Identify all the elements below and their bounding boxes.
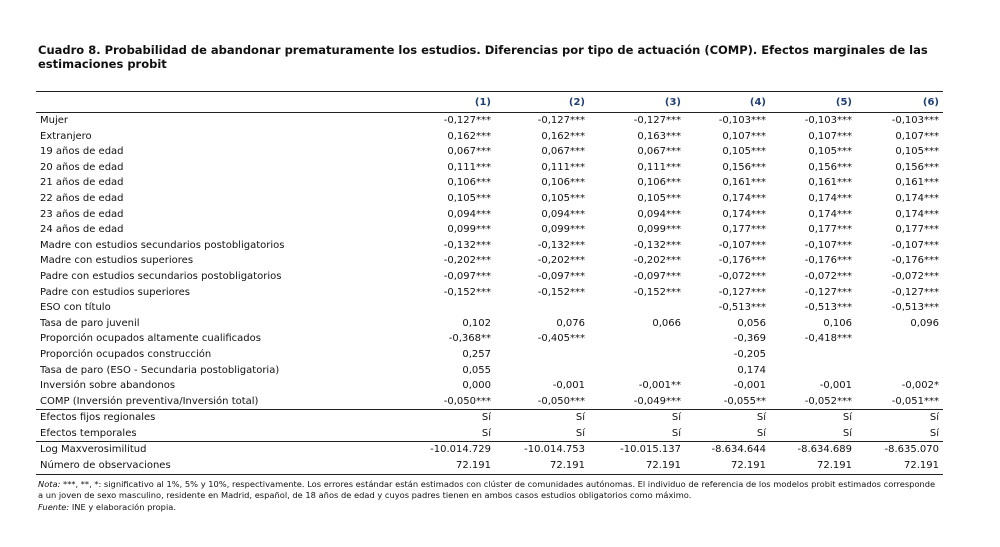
cell-col-6: -0,002*	[901, 380, 939, 392]
cell-col-6: -0,051***	[891, 395, 939, 407]
cell-col-2: 0,099***	[541, 224, 585, 236]
cell-col-3: 0,105***	[637, 192, 681, 204]
cell-col-2	[495, 363, 589, 379]
row-label: Efectos temporales	[40, 427, 137, 439]
cell-col-4: -0,055**	[723, 395, 766, 407]
cell-col-2: -0,202***	[537, 255, 585, 267]
cell-col-6: 0,105***	[895, 146, 939, 158]
row-label: Número de observaciones	[36, 458, 392, 474]
cell-col-6	[856, 331, 943, 347]
column-header-6: (6)	[856, 92, 943, 113]
cell-col-5: Sí	[842, 427, 852, 439]
cell-col-1: -0,097***	[443, 270, 491, 282]
header-row	[36, 92, 943, 113]
row-label: Log Maxverosimilitud	[36, 442, 392, 458]
cell-col-1: 0,102	[462, 317, 491, 329]
row-label: Mujer	[36, 113, 392, 129]
cell-col-2: -0,097***	[537, 270, 585, 282]
column-header-2: (2)	[495, 92, 589, 113]
cell-col-1: Sí	[392, 410, 495, 426]
cell-col-3: -0,127***	[589, 113, 685, 129]
cell-col-5: -0,107***	[804, 239, 852, 251]
table-row	[36, 253, 943, 269]
cell-col-3: 0,094***	[637, 208, 681, 220]
cell-col-4: 0,177***	[722, 224, 766, 236]
cell-col-3: 0,067***	[637, 146, 681, 158]
cell-col-3	[589, 331, 685, 347]
cell-col-2: -0,405***	[537, 333, 585, 345]
row-label: COMP (Inversión preventiva/Inversión total)	[40, 395, 259, 407]
table-row	[36, 113, 943, 129]
cell-col-5: 0,174***	[808, 192, 852, 204]
cell-col-4: -0,107***	[718, 239, 766, 251]
column-header-1: (1)	[392, 92, 495, 113]
table-row	[36, 378, 943, 394]
row-label: Efectos fijos regionales	[36, 410, 392, 426]
table-row	[36, 175, 943, 191]
cell-col-2: -0,050***	[537, 395, 585, 407]
cell-col-6: -0,103***	[856, 113, 943, 129]
cell-col-1: 0,000	[462, 380, 491, 392]
cell-col-1: 0,055	[462, 364, 491, 376]
cell-col-3: -0,049***	[633, 395, 681, 407]
cell-col-3	[589, 300, 685, 316]
cell-col-3: 0,106***	[637, 177, 681, 189]
row-label: 19 años de edad	[40, 146, 124, 158]
cell-col-2: -0,127***	[495, 113, 589, 129]
cell-col-3: -0,152***	[633, 286, 681, 298]
cell-col-4: -0,072***	[718, 270, 766, 282]
cell-col-1: 0,099***	[447, 224, 491, 236]
row-label: Padre con estudios secundarios postobligatorios	[40, 270, 282, 282]
cell-col-2: -0,001	[552, 380, 585, 392]
cell-col-4: -0,001	[733, 380, 766, 392]
cell-col-5: -0,513***	[804, 302, 852, 314]
cell-col-3: 72.191	[589, 458, 685, 474]
cell-col-1: -0,202***	[443, 255, 491, 267]
cell-col-2: Sí	[495, 410, 589, 426]
cell-col-4: -0,369	[733, 333, 766, 345]
cell-col-5: 0,105***	[808, 146, 852, 158]
cell-col-5: -0,418***	[804, 333, 852, 345]
table-row	[36, 300, 943, 316]
cell-col-1: -0,132***	[443, 239, 491, 251]
cell-col-4: Sí	[756, 427, 766, 439]
cell-col-6: -0,072***	[891, 270, 939, 282]
cell-col-6: 0,161***	[895, 177, 939, 189]
table-row	[36, 458, 943, 474]
cell-col-5: -0,052***	[804, 395, 852, 407]
cell-col-1: -0,127***	[392, 113, 495, 129]
cell-col-5: 0,174***	[808, 208, 852, 220]
column-header-4: (4)	[685, 92, 770, 113]
table-row	[36, 363, 943, 379]
cell-col-2: -10.014.753	[495, 442, 589, 458]
cell-col-5: 72.191	[770, 458, 856, 474]
source-text: INE y elaboración propia.	[69, 501, 176, 512]
table-row	[36, 285, 943, 301]
row-label: 22 años de edad	[40, 192, 124, 204]
table-row	[36, 207, 943, 223]
row-label: Inversión sobre abandonos	[40, 380, 176, 392]
note-label: Nota:	[38, 479, 61, 489]
cell-col-4: 72.191	[685, 458, 770, 474]
table-row	[36, 238, 943, 254]
cell-col-6: -8.635.070	[856, 442, 943, 458]
row-label: Padre con estudios superiores	[40, 286, 190, 298]
table-row	[36, 129, 943, 145]
row-label: 24 años de edad	[40, 224, 124, 236]
cell-col-3: -0,202***	[633, 255, 681, 267]
cell-col-2: 0,067***	[541, 146, 585, 158]
cell-col-5: -0,001	[819, 380, 852, 392]
cell-col-5: -8.634.689	[770, 442, 856, 458]
cell-col-3: -10.015.137	[589, 442, 685, 458]
cell-col-6: -0,176***	[891, 255, 939, 267]
row-label: Madre con estudios superiores	[40, 255, 194, 267]
cell-col-4: -0,205	[733, 348, 766, 360]
table-row	[36, 144, 943, 160]
cell-col-3: 0,099***	[637, 224, 681, 236]
cell-col-1: -0,152***	[443, 286, 491, 298]
cell-col-5: 0,107***	[808, 130, 852, 142]
cell-col-6	[856, 347, 943, 363]
cell-col-3: 0,111***	[637, 161, 681, 173]
cell-col-4: -0,127***	[718, 286, 766, 298]
column-header-5: (5)	[770, 92, 856, 113]
table-row	[36, 316, 943, 332]
cell-col-4: Sí	[685, 410, 770, 426]
cell-col-6: Sí	[929, 427, 939, 439]
table-row	[36, 410, 943, 426]
cell-col-4: 0,174***	[722, 192, 766, 204]
cell-col-5	[770, 363, 856, 379]
header-corner	[36, 92, 392, 113]
cell-col-5: -0,103***	[770, 113, 856, 129]
cell-col-4: 0,107***	[722, 130, 766, 142]
cell-col-5: 0,156***	[808, 161, 852, 173]
row-label: Tasa de paro (ESO - Secundaria postobligatoria)	[40, 364, 280, 376]
cell-col-6	[856, 363, 943, 379]
table-row	[36, 347, 943, 363]
row-label: Extranjero	[40, 130, 92, 142]
table-row	[36, 191, 943, 207]
cell-col-6: 0,174***	[895, 192, 939, 204]
cell-col-3	[589, 363, 685, 379]
cell-col-2: -0,152***	[537, 286, 585, 298]
results-table	[36, 91, 943, 475]
cell-col-3: -0,097***	[633, 270, 681, 282]
cell-col-5: 0,177***	[808, 224, 852, 236]
cell-col-3: Sí	[589, 410, 685, 426]
row-label: Proporción ocupados altamente cualificados	[40, 333, 261, 345]
cell-col-6: 0,156***	[895, 161, 939, 173]
cell-col-2: -0,132***	[537, 239, 585, 251]
cell-col-6: -0,127***	[891, 286, 939, 298]
cell-col-4: 0,161***	[722, 177, 766, 189]
cell-col-4: 0,056	[737, 317, 766, 329]
cell-col-4: -8.634.644	[685, 442, 770, 458]
cell-col-2: 0,111***	[541, 161, 585, 173]
cell-col-1: 72.191	[392, 458, 495, 474]
cell-col-6: 0,177***	[895, 224, 939, 236]
cell-col-4: 0,174	[737, 364, 766, 376]
cell-col-2: Sí	[575, 427, 585, 439]
cell-col-6: 72.191	[856, 458, 943, 474]
cell-col-1: 0,111***	[447, 161, 491, 173]
cell-col-2	[495, 300, 589, 316]
source-label: Fuente:	[38, 501, 70, 512]
table-row	[36, 269, 943, 285]
cell-col-1	[392, 300, 495, 316]
row-label: 20 años de edad	[40, 161, 124, 173]
cell-col-4: 0,156***	[722, 161, 766, 173]
cell-col-1: 0,067***	[447, 146, 491, 158]
row-label: 21 años de edad	[40, 177, 124, 189]
table-row	[36, 222, 943, 238]
cell-col-6: 0,174***	[895, 208, 939, 220]
cell-col-6: 0,096	[910, 317, 939, 329]
row-label: Proporción ocupados construcción	[40, 348, 212, 360]
cell-col-4: -0,513***	[718, 302, 766, 314]
cell-col-2: 0,162***	[541, 130, 585, 142]
cell-col-6: 0,107***	[895, 130, 939, 142]
cell-col-2: 72.191	[495, 458, 589, 474]
cell-col-6: -0,513***	[891, 302, 939, 314]
cell-col-5: -0,072***	[804, 270, 852, 282]
column-header-3: (3)	[589, 92, 685, 113]
cell-col-1: 0,257	[462, 348, 491, 360]
cell-col-5: -0,127***	[804, 286, 852, 298]
cell-col-5: Sí	[770, 410, 856, 426]
cell-col-3	[589, 347, 685, 363]
cell-col-3: -0,001**	[638, 380, 681, 392]
cell-col-3: 0,163***	[637, 130, 681, 142]
cell-col-1: 0,106***	[447, 177, 491, 189]
cell-col-4: 0,105***	[722, 146, 766, 158]
cell-col-6: -0,107***	[891, 239, 939, 251]
cell-col-2: 0,094***	[541, 208, 585, 220]
cell-col-3: 0,066	[652, 317, 681, 329]
table-title: Cuadro 8. Probabilidad de abandonar prematuramente los estudios. Diferencias por tipo de actuación (COMP). Efectos marginales de las estimaciones probit	[38, 43, 928, 71]
cell-col-3: -0,132***	[633, 239, 681, 251]
cell-col-4: 0,174***	[722, 208, 766, 220]
table-row	[36, 426, 943, 442]
cell-col-1: 0,105***	[447, 192, 491, 204]
cell-col-5	[770, 347, 856, 363]
cell-col-2	[495, 347, 589, 363]
cell-col-1: -0,050***	[443, 395, 491, 407]
table-body	[36, 113, 943, 475]
cell-col-3: Sí	[671, 427, 681, 439]
cell-col-5: 0,161***	[808, 177, 852, 189]
cell-col-1: 0,094***	[447, 208, 491, 220]
cell-col-4: -0,176***	[718, 255, 766, 267]
cell-col-6: Sí	[856, 410, 943, 426]
row-label: ESO con título	[40, 302, 111, 314]
cell-col-1: 0,162***	[447, 130, 491, 142]
note-paragraph	[38, 479, 938, 502]
table-row	[36, 160, 943, 176]
cell-col-1: -10.014.729	[392, 442, 495, 458]
table-notes	[38, 479, 938, 513]
cell-col-1: Sí	[481, 427, 491, 439]
cell-col-1: -0,368**	[448, 333, 491, 345]
cell-col-4: -0,103***	[685, 113, 770, 129]
row-label: Madre con estudios secundarios postobligatorios	[40, 239, 285, 251]
source-paragraph	[38, 502, 938, 513]
row-label: 23 años de edad	[40, 208, 124, 220]
cell-col-2: 0,106***	[541, 177, 585, 189]
cell-col-5: -0,176***	[804, 255, 852, 267]
table-row	[36, 442, 943, 458]
cell-col-2: 0,076	[556, 317, 585, 329]
table-row	[36, 331, 943, 347]
cell-col-2: 0,105***	[541, 192, 585, 204]
table-row	[36, 394, 943, 410]
cell-col-5: 0,106	[823, 317, 852, 329]
note-text: ***, **, *: significativo al 1%, 5% y 10%, respectivamente. Los errores estándar están estimados con clúster de comunidades autónomas. El individuo de referencia de los modelos probit estimados corresponde a un joven de sexo masculino, residente en Madrid, español, de 18 años de edad y cuyos padres tienen en ambos casos estudios obligatorios como máximo.	[38, 479, 936, 501]
row-label: Tasa de paro juvenil	[40, 317, 140, 329]
